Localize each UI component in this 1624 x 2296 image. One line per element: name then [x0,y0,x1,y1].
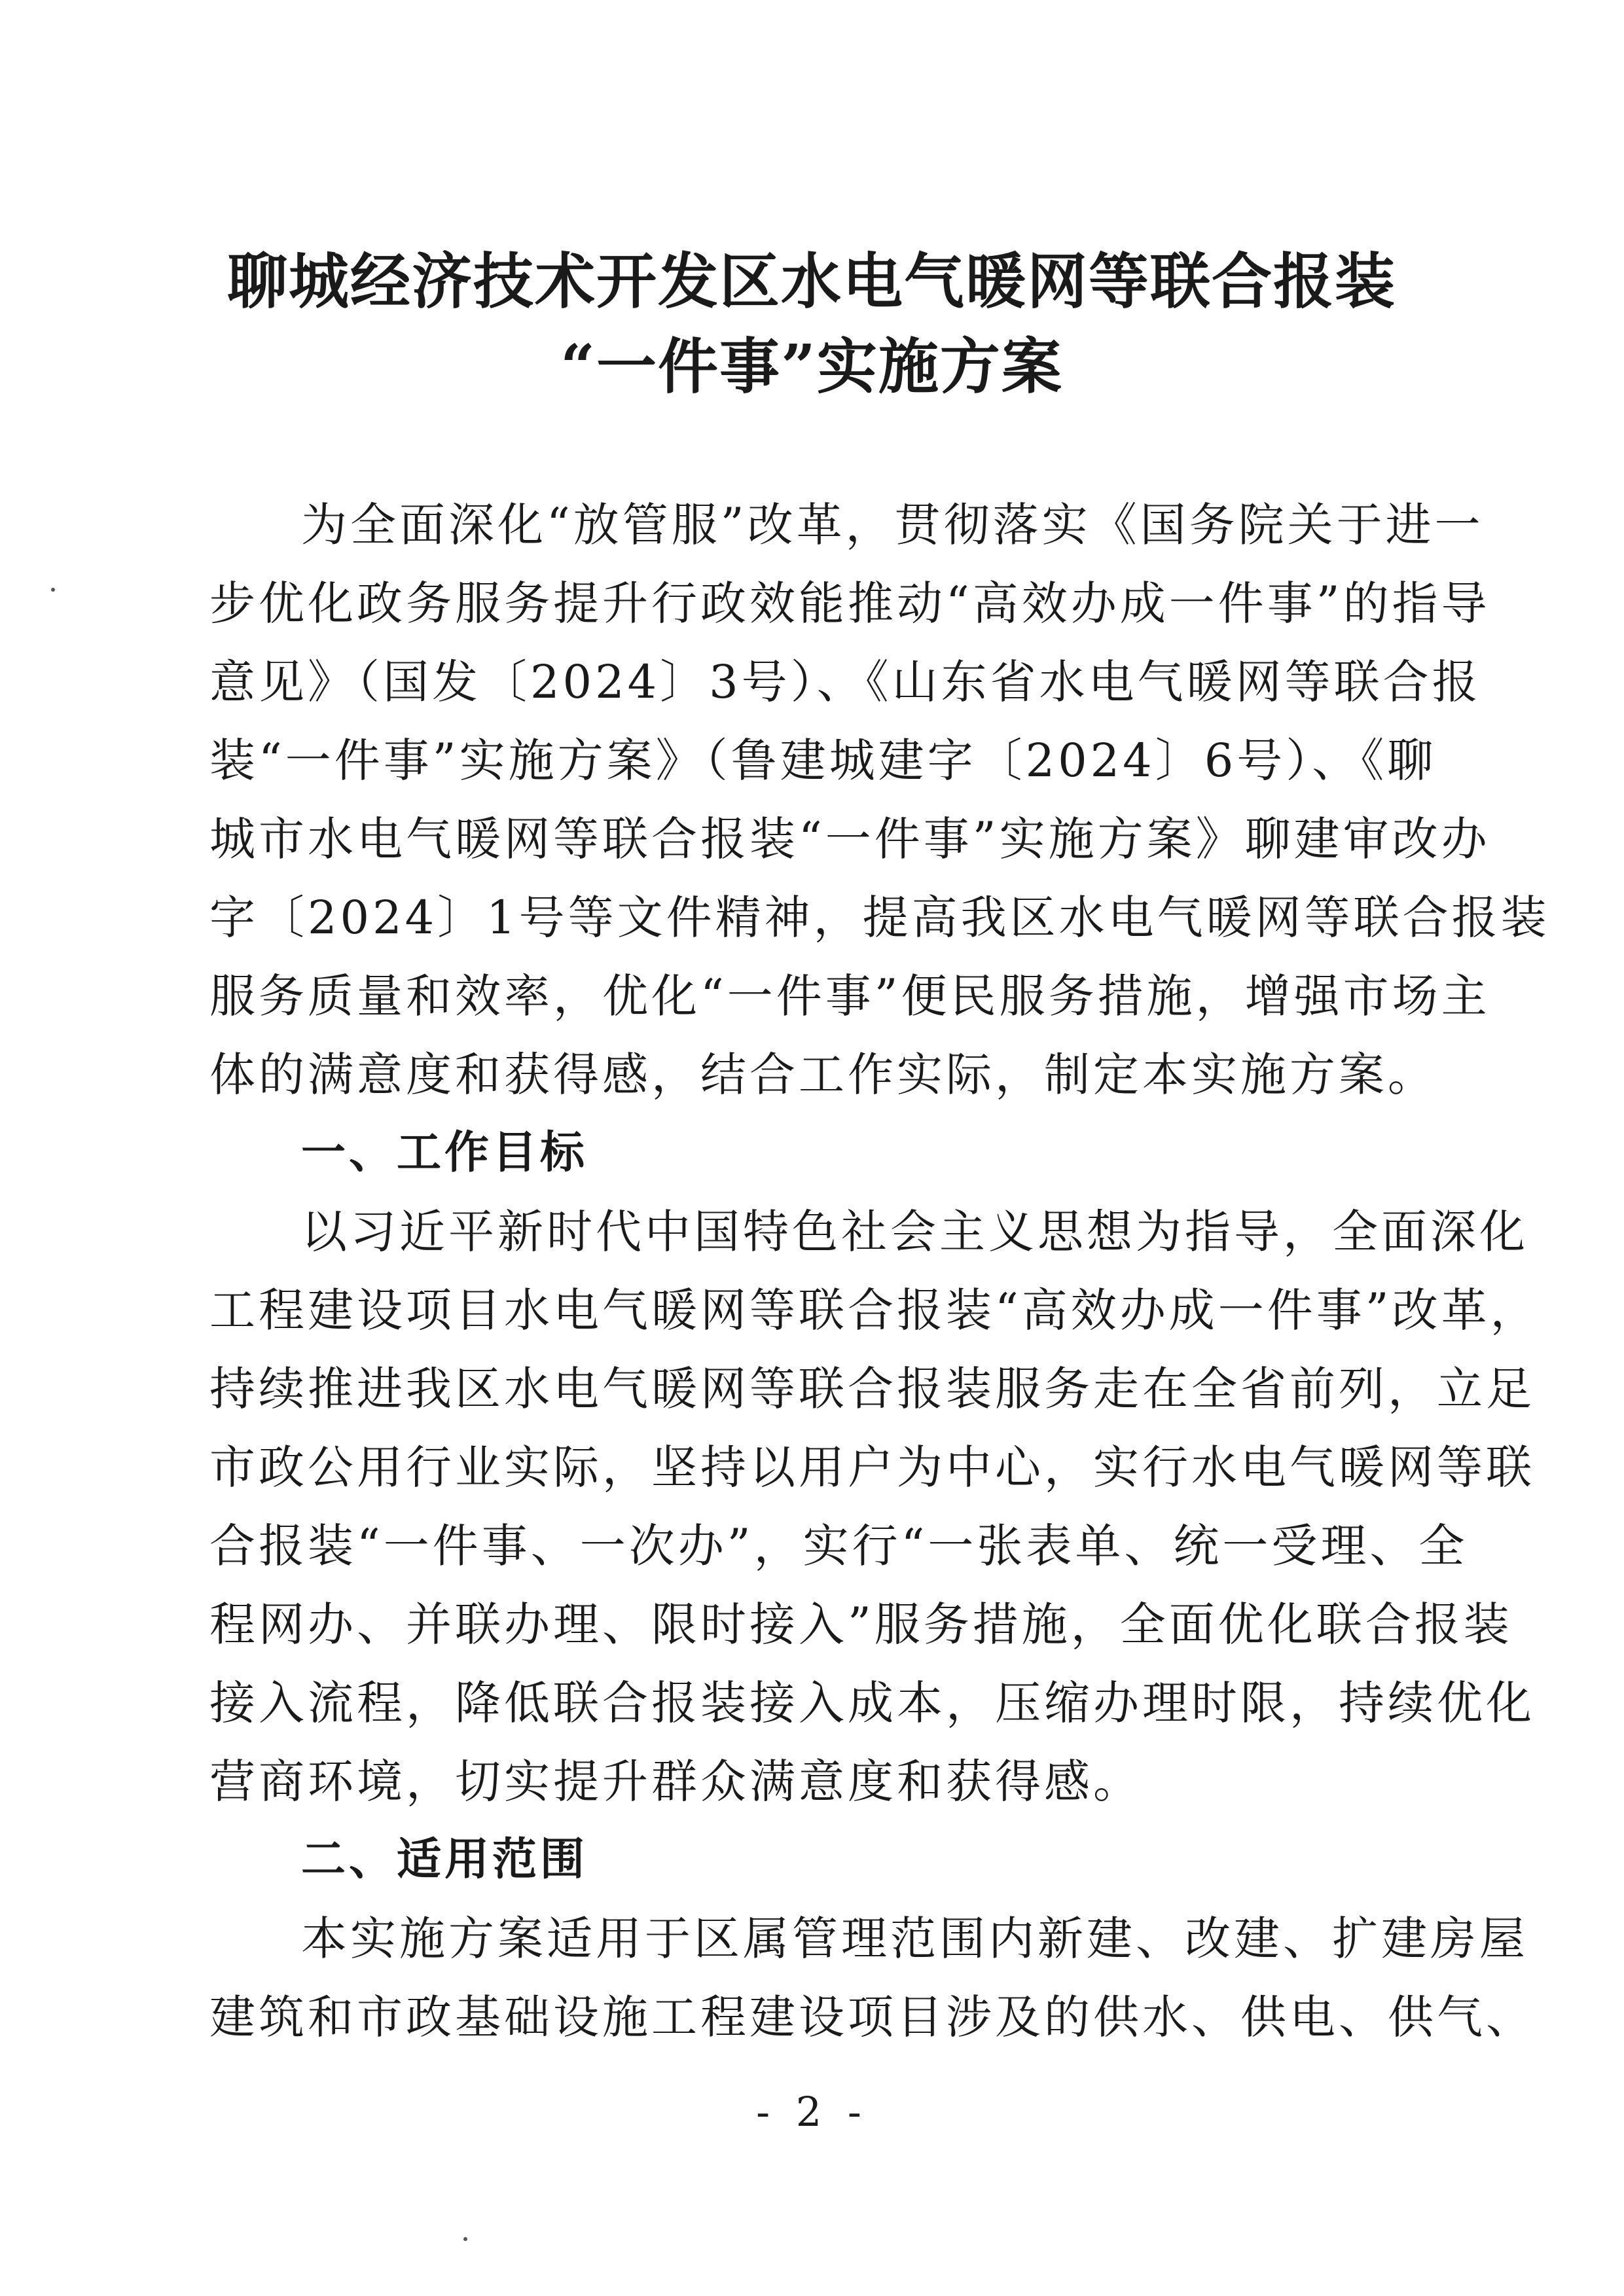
intro-line: 步优化政务服务提升行政效能推动“高效办成一件事”的指导 [209,577,1490,630]
section1-line: 接入流程，降低联合报装接入成本，压缩办理时限，持续优化 [209,1676,1535,1730]
intro-line: 城市水电气暖网等联合报装“一件事”实施方案》聊建审改办 [209,812,1490,866]
section-heading-work-goal: 一、工作目标 [301,1127,588,1179]
intro-line: 体的满意度和获得感，结合工作实际，制定本实施方案。 [209,1048,1437,1102]
document-body [209,486,1550,2056]
section1-line: 以习近平新时代中国特色社会主义思想为指导，全面深化 [301,1205,1528,1259]
intro-line: 字〔2024〕1号等文件精神，提高我区水电气暖网等联合报装 [209,891,1550,944]
intro-line: 服务质量和效率，优化“一件事”便民服务措施，增强市场主 [209,969,1490,1023]
section1-line: 程网办、并联办理、限时接入”服务措施，全面优化联合报装 [209,1598,1513,1651]
section1-line: 工程建设项目水电气暖网等联合报装“高效办成一件事”改革， [209,1283,1540,1337]
section1-line: 营商环境，切实提升群众满意度和获得感。 [209,1755,1142,1808]
page-number: - 2 - [756,2088,868,2136]
scan-speck [463,2237,467,2241]
section1-line: 合报装“一件事、一次办”，实行“一张表单、统一受理、全 [209,1519,1468,1573]
document-title-line-2: “一件事”实施方案 [560,331,1063,402]
document-title-line-1: 聊城经济技术开发区水电气暖网等联合报装 [226,246,1396,317]
section2-line: 建筑和市政基础设施工程建设项目涉及的供水、供电、供气、 [209,1990,1535,2044]
intro-line: 意见》（国发〔2024〕3号）、《山东省水电气暖网等联合报 [209,655,1481,709]
section1-line: 持续推进我区水电气暖网等联合报装服务走在全省前列，立足 [209,1362,1535,1416]
intro-line: 装“一件事”实施方案》（鲁建城建字〔2024〕6号）、《聊 [209,734,1437,787]
scan-speck [51,588,55,592]
section1-line: 市政公用行业实际，坚持以用户为中心，实行水电气暖网等联 [209,1441,1535,1494]
section2-line: 本实施方案适用于区属管理范围内新建、改建、扩建房屋 [301,1912,1528,1965]
intro-line: 为全面深化“放管服”改革，贯彻落实《国务院关于进一 [301,498,1484,552]
section-heading-scope: 二、适用范围 [301,1834,588,1886]
